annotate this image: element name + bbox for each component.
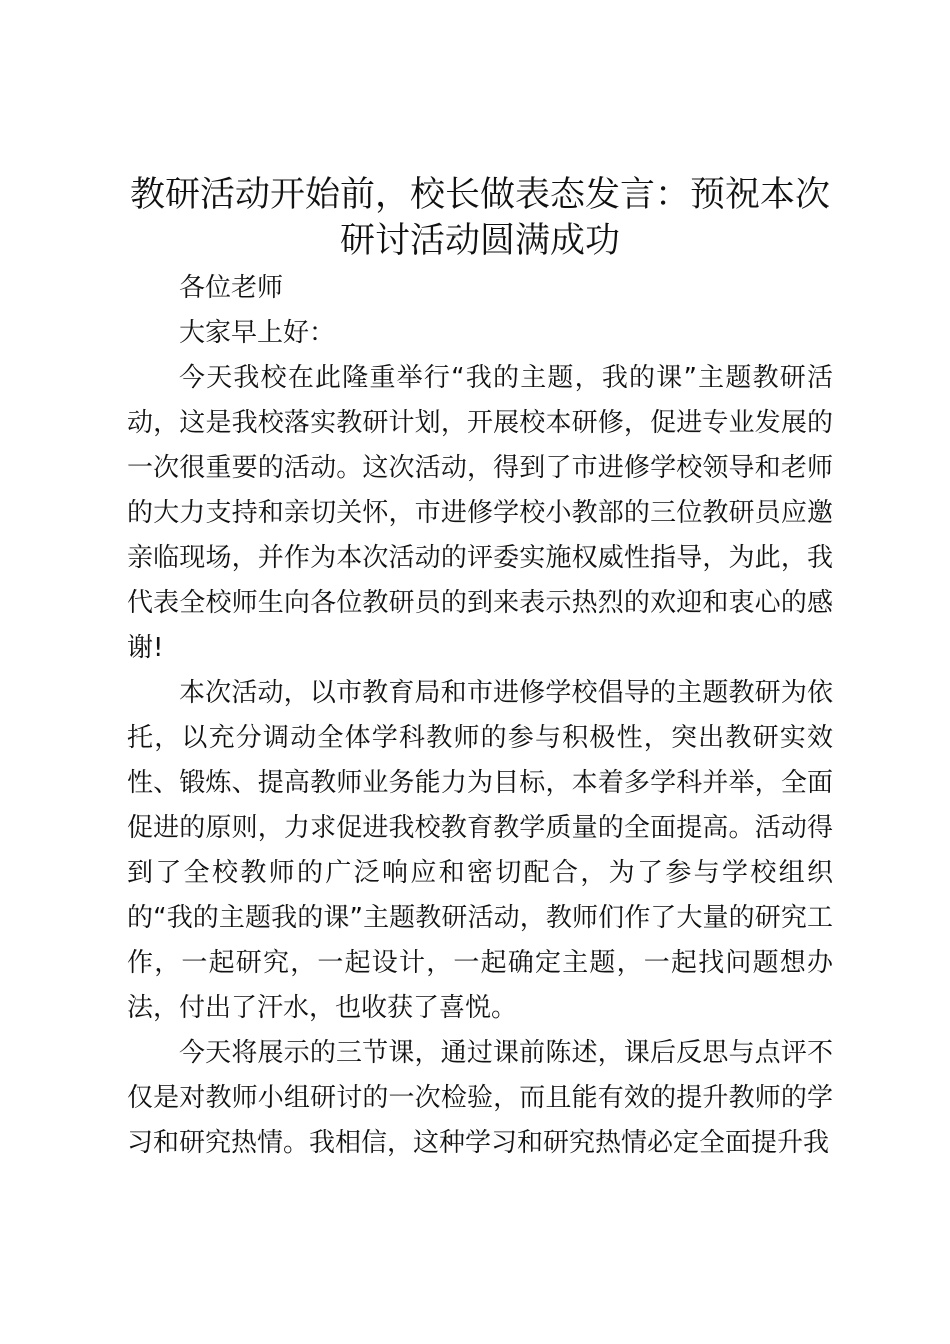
title-line-2: 研讨活动圆满成功 (339, 221, 620, 261)
paragraph-2: 本次活动，以市教育局和市进修学校倡导的主题教研为依托，以充分调动全体学科教师的参与积极性，突出教研实效性、锻炼、提高教师业务能力为目标，本着多学科并举，全面促进的原则，力求促进我校教育教学质量的全面提高。活动得到了全校教师的广泛响应和密切配合，为了参与学校组织的“我的主题我的课”主题教研活动，教师们作了大量的研究工作，一起研究，一起设计，一起确定主题，一起找问题想办法，付出了汗水，也收获了喜悦。 (127, 678, 833, 1023)
paragraph-1: 今天我校在此隆重举行“我的主题，我的课”主题教研活动，这是我校落实教研计划，开展校本研修，促进专业发展的一次很重要的活动。这次活动，得到了市进修学校领导和老师的大力支持和亲切关怀，市进修学校小教部的三位教研员应邀亲临现场，并作为本次活动的评委实施权威性指导，为此，我代表全校师生向各位教研员的到来表示热烈的欢迎和衷心的感谢! (127, 363, 833, 663)
paragraph-3: 今天将展示的三节课，通过课前陈述，课后反思与点评不仅是对教师小组研讨的一次检验，而且能有效的提升教师的学习和研究热情。我相信，这种学习和研究热情必定全面提升我 (127, 1038, 833, 1158)
document-body (127, 266, 833, 1166)
greeting: 大家早上好： (179, 318, 336, 348)
title-line-1: 教研活动开始前，校长做表态发言：预祝本次 (129, 175, 830, 215)
document-title (127, 172, 833, 264)
salutation: 各位老师 (179, 273, 284, 303)
document-content (127, 172, 833, 1166)
